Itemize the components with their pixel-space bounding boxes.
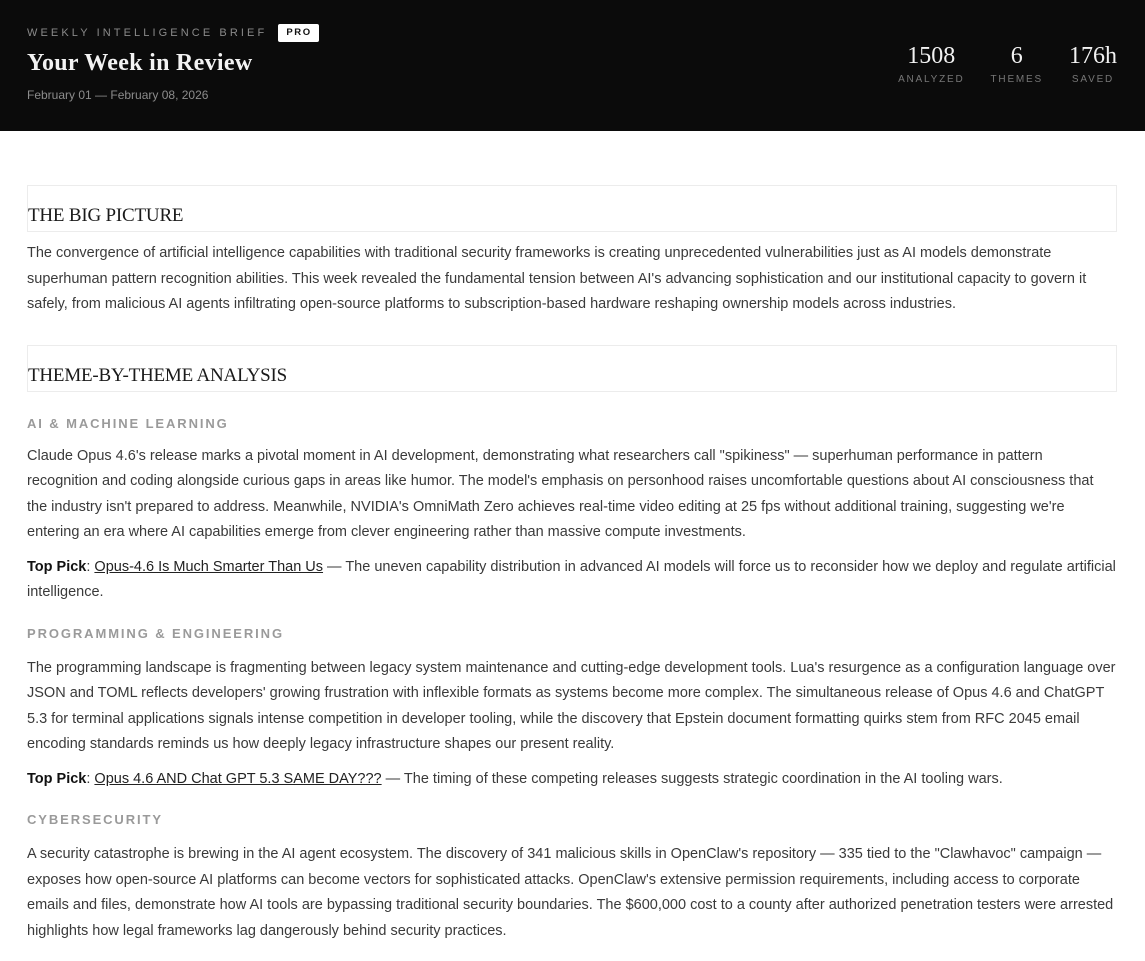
theme-text: The programming landscape is fragmenting between legacy system maintenance and cutting-edge development tools. Lua's resurgence as a configuration language over JSON and TOML reflects developers' growing frustration with inflexible formats as systems become more complex. The simultaneous release of Opus 4.6 and ChatGPT 5.3 for terminal applications signals intense competition in developer tooling, while the discovery that Epstein document formatting quirks stem from RFC 2045 email encoding standards reminds us how deeply legacy infrastructure shapes our present reality. xyxy=(27,659,1116,752)
page-title: Your Week in Review xyxy=(27,50,253,76)
brief-header xyxy=(0,0,1145,131)
stat-analyzed xyxy=(898,42,964,85)
section-heading: THEME-BY-THEME ANALYSIS xyxy=(28,364,287,386)
stat-label: ANALYZED xyxy=(898,74,965,85)
brief-eyebrow: WEEKLY INTELLIGENCE BRIEF xyxy=(27,27,268,39)
date-range: February 01 — February 08, 2026 xyxy=(27,88,209,102)
stats-panel xyxy=(872,42,1117,85)
stat-label: THEMES xyxy=(990,74,1043,85)
top-pick: Top Pick: Opus 4.6 AND Chat GPT 5.3 SAME DAY??? — The timing of these competing releases suggests strategic coordination in the AI tooling wars. xyxy=(27,770,1003,787)
section-heading: THE BIG PICTURE xyxy=(28,205,184,226)
top-pick-label: Top Pick xyxy=(27,558,87,575)
top-pick-label: Top Pick xyxy=(27,770,87,787)
top-pick: Top Pick: Opus-4.6 Is Much Smarter Than Us — The uneven capability distribution in advanced AI models will force us to reconsider how we deploy and regulate artificial intelligence. xyxy=(27,558,1116,600)
big-picture-section xyxy=(27,185,1117,318)
theme-block-programming xyxy=(27,626,1117,793)
section-heading-box xyxy=(27,185,1117,232)
stat-value: 1508 xyxy=(907,43,956,69)
pro-badge: PRO xyxy=(278,24,318,42)
brief-content xyxy=(27,185,1117,944)
theme-title: PROGRAMMING & ENGINEERING xyxy=(27,625,284,641)
theme-title: CYBERSECURITY xyxy=(27,812,163,827)
eyebrow-row xyxy=(27,24,319,42)
top-pick-link[interactable]: Opus 4.6 AND Chat GPT 5.3 SAME DAY??? xyxy=(94,770,382,787)
theme-text: A security catastrophe is brewing in the AI agent ecosystem. The discovery of 341 malicious skills in OpenClaw's repository — 335 tied to the "Clawhavoc" campaign — exposes how open-source AI platforms can become vectors for sophisticated attacks. OpenClaw's extensive permission requirements, including access to corporate emails and files, demonstrate how AI tools are bypassing traditional security boundaries. The $600,000 cost to a county after authorized penetration testers were arrested highlights how legal frameworks lag dangerously behind security practices. xyxy=(27,846,1114,939)
theme-title: AI & MACHINE LEARNING xyxy=(27,415,229,431)
theme-block-cybersecurity xyxy=(27,812,1117,944)
stat-label: SAVED xyxy=(1071,74,1115,85)
top-pick-link[interactable]: Opus-4.6 Is Much Smarter Than Us xyxy=(94,558,324,575)
top-pick-note: — The timing of these competing releases suggests strategic coordination in the AI tooling wars. xyxy=(381,770,1003,787)
top-pick-note: — The uneven capability distribution in advanced AI models will force us to reconsider how we deploy and regulate artificial intelligence. xyxy=(27,558,1116,600)
theme-block-ai xyxy=(27,416,1117,606)
stat-saved xyxy=(1069,42,1117,85)
theme-text: Claude Opus 4.6's release marks a pivotal moment in AI development, demonstrating what researchers call "spikiness" — superhuman performance in pattern recognition and coding alongside curious gaps in areas like humor. The model's emphasis on personhood raises uncomfortable questions about AI consciousness that the industry isn't prepared to address. Meanwhile, NVIDIA's OmniMath Zero achieves real-time video editing at 25 fps without additional training, suggesting we're entering an era where AI capabilities emerge from clever engineering rather than massive compute investments. xyxy=(27,447,1094,540)
stat-value: 6 xyxy=(1010,43,1023,69)
stat-value: 176h xyxy=(1069,43,1117,69)
big-picture-text: The convergence of artificial intelligence capabilities with traditional security frameworks is creating unprecedented vulnerabilities just as AI models demonstrate superhuman pattern recognition abilities. This week revealed the fundamental tension between AI's advancing sophistication and our institutional capacity to govern it safely, from malicious AI agents infiltrating open-source platforms to subscription-based hardware reshaping ownership models across industries. xyxy=(27,245,1087,312)
section-heading-box xyxy=(27,345,1117,392)
theme-analysis-section xyxy=(27,345,1117,945)
stat-themes xyxy=(991,42,1043,85)
